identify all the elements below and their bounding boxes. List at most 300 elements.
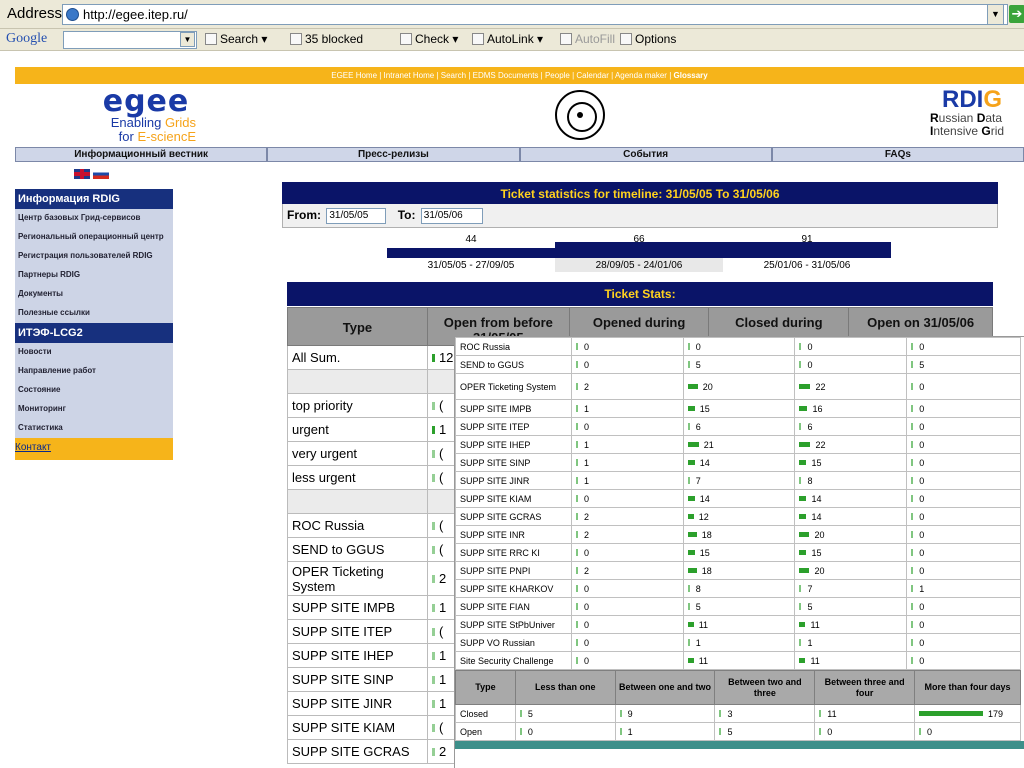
value-bar <box>576 603 578 610</box>
row-value: 6 <box>683 418 795 436</box>
row-value: 0 <box>907 598 1021 616</box>
glossary-link[interactable]: Glossary <box>673 71 708 80</box>
value-bar <box>688 514 694 519</box>
col-header: Less than one <box>515 671 615 705</box>
address-label: Address <box>7 5 63 22</box>
table-row: SUPP SITE IHEP 1 <box>288 644 993 668</box>
language-selector <box>74 169 112 187</box>
table-row: SUPP SITE SINP 1 <box>288 668 993 692</box>
value-bar <box>576 621 578 628</box>
row-value: 18 <box>683 562 795 580</box>
value-bar <box>799 603 801 610</box>
sidebar-item[interactable]: Регистрация пользователей RDIG <box>15 247 173 266</box>
row-value: 0 <box>571 356 683 374</box>
row-value: 0 <box>907 616 1021 634</box>
row-value: 0 <box>815 723 915 741</box>
table-row: SUPP SITE JINR 1 <box>288 692 993 716</box>
table-row: SUPP SITE IMPB 1 <box>288 596 993 620</box>
value-bar <box>688 477 690 484</box>
row-type: SUPP SITE FIAN <box>456 598 572 616</box>
row-value: 22 <box>795 436 907 454</box>
sidebar-section-rdig: Информация RDIG <box>15 189 173 209</box>
value-bar <box>911 441 913 448</box>
row-type: SUPP SITE StPbUniver <box>456 616 572 634</box>
popup-footer <box>455 741 1024 749</box>
col-header: Between two and three <box>715 671 815 705</box>
value-bar <box>688 622 694 627</box>
row-type: SUPP SITE IHEP <box>456 436 572 454</box>
seal-logo <box>555 90 605 140</box>
row-type: Site Security Challenge <box>456 652 572 670</box>
row-value: 0 <box>907 490 1021 508</box>
table-row: SEND to GGUS ( <box>288 538 993 562</box>
row-value: 11 <box>683 616 795 634</box>
row-value: 0 <box>571 580 683 598</box>
table-row <box>456 598 1021 616</box>
row-value: 0 <box>571 338 683 356</box>
value-bar <box>688 343 690 350</box>
table-row <box>456 400 1021 418</box>
value-bar <box>799 361 801 368</box>
table-row: urgent 1 <box>288 418 993 442</box>
value-bar <box>911 405 913 412</box>
table-row: top priority ( <box>288 394 993 418</box>
row-value: 0 <box>571 634 683 652</box>
row-value: 2 <box>571 508 683 526</box>
value-bar <box>688 442 699 447</box>
sidebar-item[interactable]: Центр базовых Грид-сервисов <box>15 209 173 228</box>
sidebar-item[interactable]: Региональный операционный центр <box>15 228 173 247</box>
value-bar <box>799 514 806 519</box>
to-date-input[interactable]: 31/05/06 <box>421 208 483 224</box>
table-row <box>456 634 1021 652</box>
timeline-bar <box>387 248 555 258</box>
timeline-bar-range: 28/09/05 - 24/01/06 <box>555 258 723 272</box>
value-bar <box>911 383 913 390</box>
row-value: 0 <box>907 634 1021 652</box>
stats-popup <box>454 336 1024 768</box>
row-value: 22 <box>795 374 907 400</box>
row-value: 3 <box>715 705 815 723</box>
row-value: 5 <box>515 705 615 723</box>
value-bar <box>576 513 578 520</box>
timeline-bar-value: 66 <box>633 234 645 245</box>
value-bar <box>688 603 690 610</box>
row-value: 0 <box>795 338 907 356</box>
row-value: 11 <box>683 652 795 670</box>
row-value: 1 <box>571 400 683 418</box>
row-value: 0 <box>907 418 1021 436</box>
row-value: 0 <box>571 418 683 436</box>
value-bar <box>520 710 522 717</box>
value-bar <box>688 460 695 465</box>
row-value: 0 <box>907 526 1021 544</box>
value-bar <box>576 657 578 664</box>
row-value: 0 <box>571 652 683 670</box>
value-bar <box>576 567 578 574</box>
table-row <box>456 356 1021 374</box>
value-bar <box>819 710 821 717</box>
table-row: very urgent ( <box>288 442 993 466</box>
row-value: 0 <box>907 454 1021 472</box>
row-value: 0 <box>907 436 1021 454</box>
row-value: 1 <box>907 580 1021 598</box>
row-value: 0 <box>907 338 1021 356</box>
value-bar <box>911 459 913 466</box>
table-row <box>456 436 1021 454</box>
sidebar-item[interactable]: Мониторинг <box>15 400 173 419</box>
value-bar <box>688 532 697 537</box>
autofill-icon <box>560 33 572 45</box>
value-bar <box>799 568 809 573</box>
value-bar <box>688 361 690 368</box>
ticket-stats-title: Ticket Stats: <box>287 282 993 306</box>
value-bar <box>911 513 913 520</box>
bar-icon <box>432 354 435 362</box>
from-date-input[interactable]: 31/05/05 <box>326 208 386 224</box>
table-row <box>456 580 1021 598</box>
value-bar <box>688 550 695 555</box>
rdig-logo[interactable]: RDIG Russian Data Intensive Grid <box>930 86 1005 138</box>
table-row <box>456 652 1021 670</box>
value-bar <box>688 568 697 573</box>
options-icon <box>620 33 632 45</box>
row-value: 5 <box>795 598 907 616</box>
spell-check-button[interactable]: Check ▾ <box>400 32 458 46</box>
table-row <box>456 374 1021 400</box>
value-bar <box>911 495 913 502</box>
timeline-bar-col <box>555 234 723 272</box>
row-value: 1 <box>571 454 683 472</box>
egee-logo[interactable]: egee Enabling Grids for E-sciencE <box>102 84 196 144</box>
col-header: Between three and four <box>815 671 915 705</box>
value-bar <box>799 550 806 555</box>
value-bar <box>911 567 913 574</box>
to-label: To: <box>397 208 416 222</box>
row-value: 15 <box>795 454 907 472</box>
value-bar <box>799 532 809 537</box>
value-bar <box>576 405 578 412</box>
sidebar <box>15 189 173 460</box>
table-row <box>456 526 1021 544</box>
contact-link[interactable]: Контакт <box>15 438 173 460</box>
menu-item-faqs[interactable]: FAQs <box>772 147 1024 162</box>
date-range-form <box>282 204 998 228</box>
duration-table <box>455 670 1021 741</box>
table-row: Open 0 1 5 0 0 <box>456 723 1021 741</box>
go-arrow-icon[interactable]: ➔ <box>1009 5 1024 23</box>
table-row: SUPP SITE KIAM ( <box>288 716 993 740</box>
row-value: 14 <box>683 454 795 472</box>
row-value: 14 <box>683 490 795 508</box>
value-bar <box>688 639 690 646</box>
value-bar <box>576 423 578 430</box>
google-search-input[interactable] <box>63 31 197 49</box>
row-value: 20 <box>683 374 795 400</box>
table-row <box>456 472 1021 490</box>
row-value: 0 <box>515 723 615 741</box>
value-bar <box>819 728 821 735</box>
sidebar-item[interactable]: Новости <box>15 343 173 362</box>
value-bar <box>576 585 578 592</box>
value-bar <box>576 343 578 350</box>
value-bar <box>799 477 801 484</box>
value-bar <box>919 711 983 716</box>
value-bar <box>799 460 806 465</box>
row-value: 18 <box>683 526 795 544</box>
row-type: SUPP SITE GCRAS <box>456 508 572 526</box>
value-bar <box>911 585 913 592</box>
top-navigation[interactable]: EGEE Home | Intranet Home | Search | EDMS Documents | People | Calendar | Agenda maker | Glossary <box>15 67 1024 84</box>
menu-item-news[interactable]: Информационный вестник <box>15 147 267 162</box>
col-header: Closed during <box>709 308 849 346</box>
row-value: 1 <box>615 723 715 741</box>
timeline-bar-col <box>387 234 555 272</box>
value-bar <box>911 657 913 664</box>
row-type: OPER Ticketing System <box>456 374 572 400</box>
spell-check-icon <box>400 33 412 45</box>
row-value: 11 <box>815 705 915 723</box>
row-value: 9 <box>615 705 715 723</box>
value-bar <box>911 477 913 484</box>
row-type: SUPP SITE INR <box>456 526 572 544</box>
value-bar <box>620 728 622 735</box>
sidebar-item[interactable]: Документы <box>15 285 173 304</box>
table-row <box>456 418 1021 436</box>
row-value: 0 <box>907 400 1021 418</box>
row-value: 1 <box>571 472 683 490</box>
google-g-icon <box>205 33 217 45</box>
value-bar <box>911 361 913 368</box>
table-row <box>456 616 1021 634</box>
value-bar <box>620 710 622 717</box>
value-bar <box>688 384 698 389</box>
uk-flag-icon[interactable] <box>74 169 90 179</box>
table-row <box>456 562 1021 580</box>
google-dropdown-icon[interactable]: ▼ <box>180 32 195 47</box>
row-value: 0 <box>915 723 1021 741</box>
col-header: Type <box>288 308 428 346</box>
row-value: 14 <box>795 490 907 508</box>
row-value: 0 <box>571 616 683 634</box>
col-header: Type <box>456 671 516 705</box>
table-row: ROC Russia ( <box>288 514 993 538</box>
timeline-bar-col <box>723 234 891 272</box>
row-value: 15 <box>683 544 795 562</box>
row-value: 0 <box>907 508 1021 526</box>
popup-stats-table <box>455 337 1021 670</box>
row-value: 1 <box>683 634 795 652</box>
value-bar <box>799 343 801 350</box>
row-value: 2 <box>571 526 683 544</box>
popup-blocker-icon <box>290 33 302 45</box>
value-bar <box>911 621 913 628</box>
table-row <box>456 338 1021 356</box>
row-type: SUPP SITE JINR <box>456 472 572 490</box>
value-bar <box>688 658 694 663</box>
row-value: 0 <box>907 562 1021 580</box>
row-type: SUPP SITE PNPI <box>456 562 572 580</box>
value-bar <box>911 549 913 556</box>
ru-flag-icon[interactable] <box>93 169 109 179</box>
row-value: 0 <box>907 652 1021 670</box>
row-value: 8 <box>683 580 795 598</box>
row-value: 16 <box>795 400 907 418</box>
row-value: 0 <box>907 472 1021 490</box>
row-type: SEND to GGUS <box>456 356 572 374</box>
value-bar <box>688 496 695 501</box>
value-bar <box>576 495 578 502</box>
sidebar-item[interactable]: Полезные ссылки <box>15 304 173 323</box>
table-row: SUPP SITE GCRAS 2 <box>288 740 993 764</box>
col-header: More than four days <box>915 671 1021 705</box>
value-bar <box>799 442 810 447</box>
address-bar <box>0 0 1024 29</box>
row-type: SUPP SITE SINP <box>456 454 572 472</box>
value-bar <box>520 728 522 735</box>
table-row <box>456 490 1021 508</box>
row-value: 20 <box>795 562 907 580</box>
row-type: SUPP SITE ITEP <box>456 418 572 436</box>
value-bar <box>799 585 801 592</box>
col-header: Between one and two <box>615 671 715 705</box>
row-value: 0 <box>907 544 1021 562</box>
google-toolbar <box>0 29 1024 51</box>
col-header: Open on 31/05/06 <box>849 308 993 346</box>
value-bar <box>911 603 913 610</box>
row-value: 5 <box>715 723 815 741</box>
value-bar <box>799 496 806 501</box>
row-value: 7 <box>795 580 907 598</box>
value-bar <box>799 658 805 663</box>
value-bar <box>688 585 690 592</box>
sidebar-item[interactable]: Статистика <box>15 419 173 438</box>
main-menu <box>15 147 1024 162</box>
google-logo[interactable]: Google <box>6 31 48 46</box>
url-input[interactable] <box>62 4 1008 25</box>
table-row <box>456 508 1021 526</box>
row-type: ROC Russia <box>456 338 572 356</box>
value-bar <box>911 531 913 538</box>
value-bar <box>719 710 721 717</box>
table-row: SUPP SITE ITEP ( <box>288 620 993 644</box>
row-value: 1 <box>795 634 907 652</box>
row-value: 14 <box>795 508 907 526</box>
row-value: 5 <box>907 356 1021 374</box>
row-type: SUPP SITE RRC KI <box>456 544 572 562</box>
table-row: less urgent ( <box>288 466 993 490</box>
table-row: OPER Ticketing System 2 <box>288 562 993 596</box>
row-value: 5 <box>683 598 795 616</box>
row-value: 8 <box>795 472 907 490</box>
value-bar <box>799 406 807 411</box>
popup-blocker-button[interactable]: 35 blocked <box>290 32 363 46</box>
ie-page-icon <box>66 8 79 21</box>
table-row <box>456 544 1021 562</box>
row-value: 11 <box>795 616 907 634</box>
row-value: 5 <box>683 356 795 374</box>
timeline-bar-value: 91 <box>801 234 813 245</box>
row-value: 21 <box>683 436 795 454</box>
row-value: 0 <box>571 598 683 616</box>
autolink-button[interactable]: AutoLink ▾ <box>472 32 543 46</box>
row-value: 15 <box>683 400 795 418</box>
row-value: 6 <box>795 418 907 436</box>
value-bar <box>719 728 721 735</box>
col-header: Open from before <box>427 308 569 346</box>
menu-item-press[interactable]: Пресс-релизы <box>267 147 519 162</box>
value-bar <box>799 384 810 389</box>
sidebar-item[interactable]: Партнеры RDIG <box>15 266 173 285</box>
row-value: 0 <box>571 544 683 562</box>
timeline-bar-value: 44 <box>465 234 477 245</box>
value-bar <box>799 622 805 627</box>
row-value: 0 <box>683 338 795 356</box>
row-value: 12 <box>683 508 795 526</box>
value-bar <box>911 423 913 430</box>
value-bar <box>576 531 578 538</box>
value-bar <box>911 639 913 646</box>
value-bar <box>688 423 690 430</box>
row-value: 11 <box>795 652 907 670</box>
table-row: Closed 5 9 3 11 179 <box>456 705 1021 723</box>
value-bar <box>799 639 801 646</box>
value-bar <box>576 383 578 390</box>
value-bar <box>919 728 921 735</box>
value-bar <box>576 549 578 556</box>
url-dropdown-icon[interactable]: ▼ <box>987 4 1004 25</box>
row-value: 20 <box>795 526 907 544</box>
value-bar <box>799 423 801 430</box>
value-bar <box>576 459 578 466</box>
value-bar <box>576 361 578 368</box>
row-value: 15 <box>795 544 907 562</box>
from-label: From: <box>287 208 321 222</box>
table-row: All Sum. 12 <box>288 346 993 370</box>
timeline-bar-range: 31/05/05 - 27/09/05 <box>427 260 515 271</box>
value-bar <box>576 441 578 448</box>
timeline-bars <box>282 234 998 284</box>
row-value: 2 <box>571 374 683 400</box>
options-button[interactable]: Options <box>620 32 676 46</box>
value-bar <box>911 343 913 350</box>
autolink-icon <box>472 33 484 45</box>
timeline-bar-range: 25/01/06 - 31/05/06 <box>763 260 851 271</box>
row-value: 0 <box>795 356 907 374</box>
timeline-title: Ticket statistics for timeline: 31/05/05 To 31/05/06 <box>282 182 998 204</box>
row-type: SUPP SITE KIAM <box>456 490 572 508</box>
row-value: 1 <box>571 436 683 454</box>
google-search-button[interactable]: Search ▾ <box>205 32 267 46</box>
sidebar-item[interactable]: Состояние <box>15 381 173 400</box>
url-text: http://egee.itep.ru/ <box>83 7 188 22</box>
sidebar-item[interactable]: Направление работ <box>15 362 173 381</box>
autofill-button[interactable]: AutoFill <box>560 32 615 46</box>
col-header: Opened during <box>569 308 709 346</box>
row-value: 0 <box>571 490 683 508</box>
value-bar <box>576 639 578 646</box>
menu-item-events[interactable]: События <box>520 147 772 162</box>
row-value: 7 <box>683 472 795 490</box>
table-row <box>456 454 1021 472</box>
row-value: 179 <box>915 705 1021 723</box>
value-bar <box>688 406 695 411</box>
sidebar-section-itep: ИТЭФ-LCG2 <box>15 323 173 343</box>
row-type: SUPP SITE KHARKOV <box>456 580 572 598</box>
row-value: 2 <box>571 562 683 580</box>
row-type: SUPP SITE IMPB <box>456 400 572 418</box>
row-type: SUPP VO Russian <box>456 634 572 652</box>
